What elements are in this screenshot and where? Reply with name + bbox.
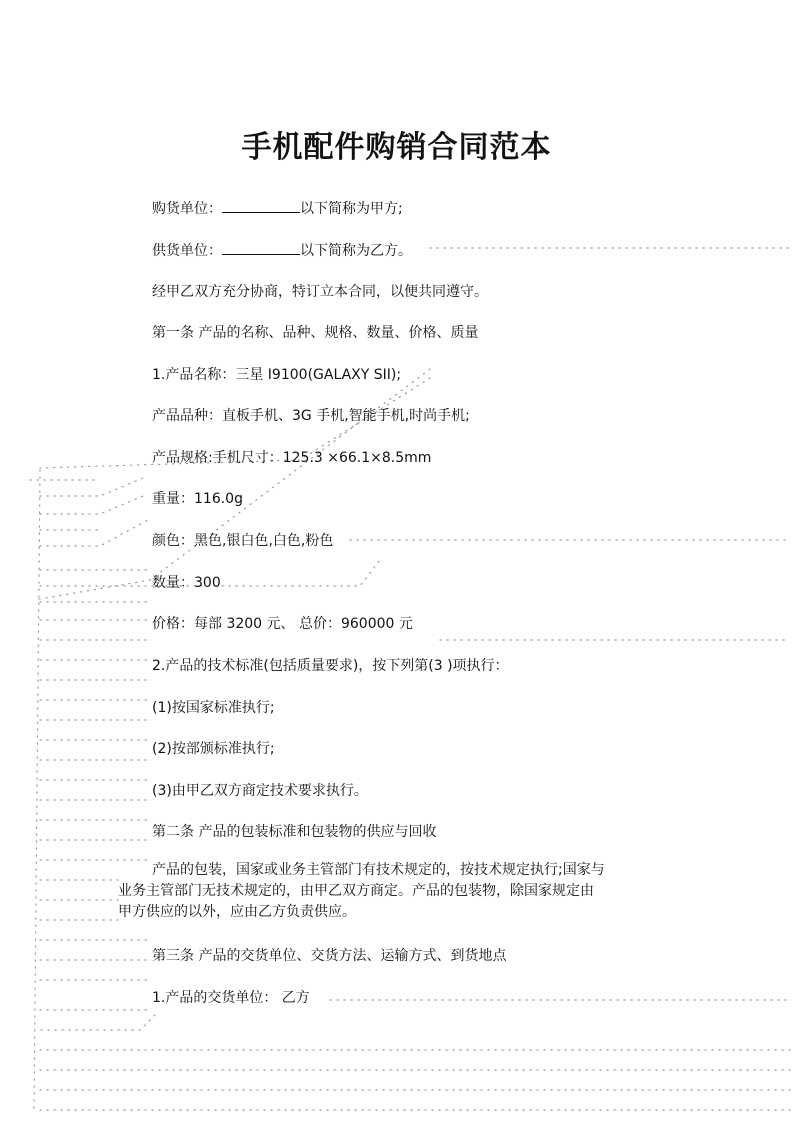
supplier-line [152,240,412,261]
article2-body-line-1: 产品的包装，国家或业务主管部门有技术规定的，按技术规定执行;国家与 [152,862,605,878]
article2-body [118,860,678,923]
article2-body-line-2: 业务主管部门无技术规定的，由甲乙双方商定。产品的包装物，除国家规定由 [118,883,594,899]
supplier-blank[interactable] [222,240,300,255]
product-quantity: 数量：300 [152,575,221,591]
delivery-unit: 1.产品的交货单位： 乙方 [152,990,310,1006]
buyer-label: 购货单位： [152,201,222,217]
product-price: 价格：每部 3200 元、 总价：960000 元 [152,616,413,632]
product-spec: 产品规格:手机尺寸：125.3 ×66.1×8.5mm [152,450,432,466]
supplier-suffix: 以下简称为乙方。 [300,243,412,259]
buyer-line [152,198,403,219]
article1-heading: 第一条 产品的名称、品种、规格、数量、价格、质量 [152,325,479,341]
standard-option-1: (1)按国家标准执行; [152,700,275,716]
product-name: 1.产品名称：三星 I9100(GALAXY SII); [152,367,402,383]
document-title: 手机配件购销合同范本 [241,130,552,165]
article3-heading: 第三条 产品的交货单位、交货方法、运输方式、到货地点 [152,948,507,964]
standard-option-2: (2)按部颁标准执行; [152,741,275,757]
product-color: 颜色：黑色,银白色,白色,粉色 [152,533,334,549]
standard-option-3: (3)由甲乙双方商定技术要求执行。 [152,783,368,799]
product-weight: 重量：116.0g [152,491,243,507]
technical-standard: 2.产品的技术标准(包括质量要求)，按下列第(3 )项执行： [152,658,509,674]
article2-body-line-3: 甲方供应的以外，应由乙方负责供应。 [118,904,356,920]
intro-text: 经甲乙双方充分协商，特订立本合同，以便共同遵守。 [152,284,488,300]
supplier-label: 供货单位： [152,243,222,259]
product-variety: 产品品种：直板手机、3G 手机,智能手机,时尚手机; [152,408,470,424]
article2-heading: 第二条 产品的包装标准和包装物的供应与回收 [152,824,437,840]
buyer-blank[interactable] [222,198,300,213]
buyer-suffix: 以下简称为甲方; [300,201,403,217]
